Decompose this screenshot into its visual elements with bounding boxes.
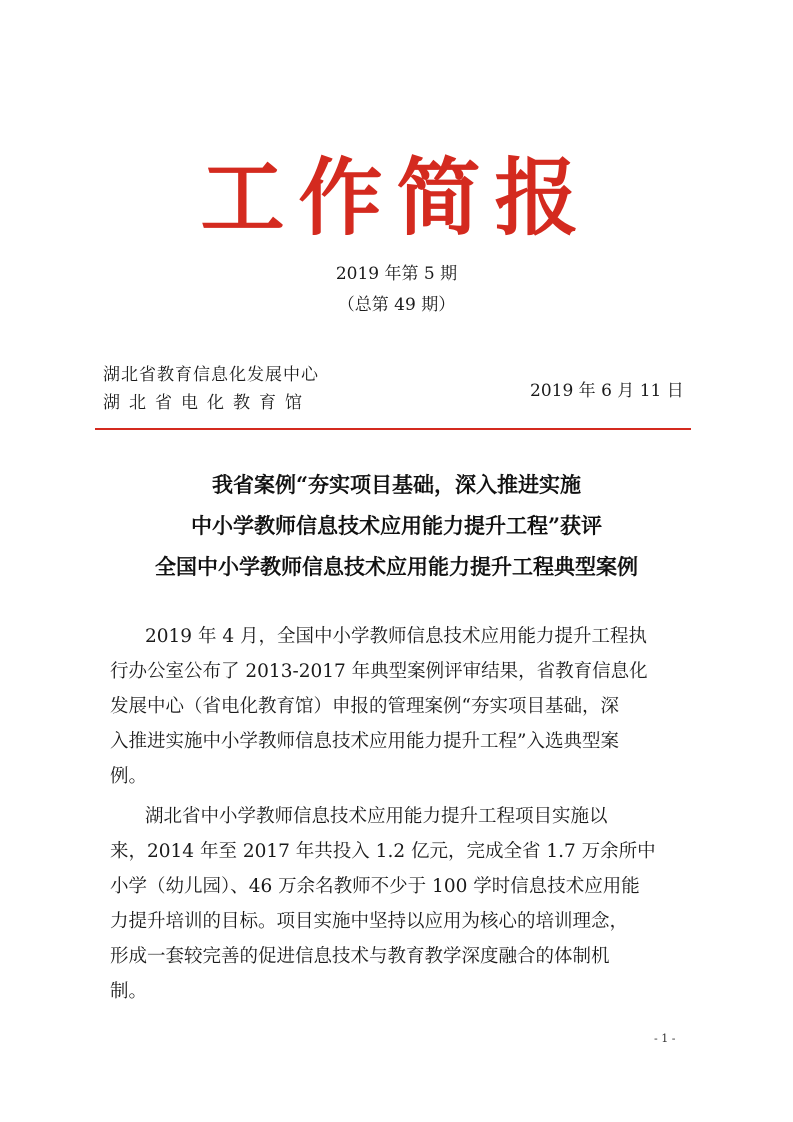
issuing-org-2: 湖北省电化教育馆: [103, 393, 311, 413]
body-line: 发展中心（省电化教育馆）申报的管理案例“夯实项目基础，深: [110, 696, 619, 717]
body-line: 行办公室公布了 2013-2017 年典型案例评审结果，省教育信息化: [110, 661, 648, 682]
article-headline-line-1: 我省案例“夯实项目基础，深入推进实施: [211, 472, 582, 497]
masthead-title: 工作简报: [200, 149, 593, 247]
red-divider: [95, 428, 691, 430]
body-line: 入推进实施中小学教师信息技术应用能力提升工程”入选典型案: [110, 731, 619, 752]
issuing-org-1: 湖北省教育信息化发展中心: [103, 365, 319, 385]
body-line: 湖北省中小学教师信息技术应用能力提升工程项目实施以: [145, 806, 608, 827]
page-number: - 1 -: [654, 1032, 676, 1045]
total-issue-number: （总第 49 期）: [337, 295, 456, 315]
body-line: 小学（幼儿园）、46 万余名教师不少于 100 学时信息技术应用能: [110, 876, 640, 897]
article-headline-line-2: 中小学教师信息技术应用能力提升工程”获评: [190, 513, 603, 538]
article-headline-line-3: 全国中小学教师信息技术应用能力提升工程典型案例: [155, 554, 638, 579]
body-line: 力提升培训的目标。项目实施中坚持以应用为核心的培训理念，: [110, 911, 629, 932]
body-line: 制。: [110, 981, 148, 1002]
body-line: 来，2014 年至 2017 年共投入 1.2 亿元，完成全省 1.7 万余所中: [110, 841, 656, 862]
body-line: 形成一套较完善的促进信息技术与教育教学深度融合的体制机: [110, 946, 610, 967]
body-line: 例。: [110, 766, 148, 787]
body-line: 2019 年 4 月，全国中小学教师信息技术应用能力提升工程执: [145, 626, 647, 647]
issue-date: 2019 年 6 月 11 日: [530, 381, 684, 401]
issue-number: 2019 年第 5 期: [335, 264, 458, 284]
